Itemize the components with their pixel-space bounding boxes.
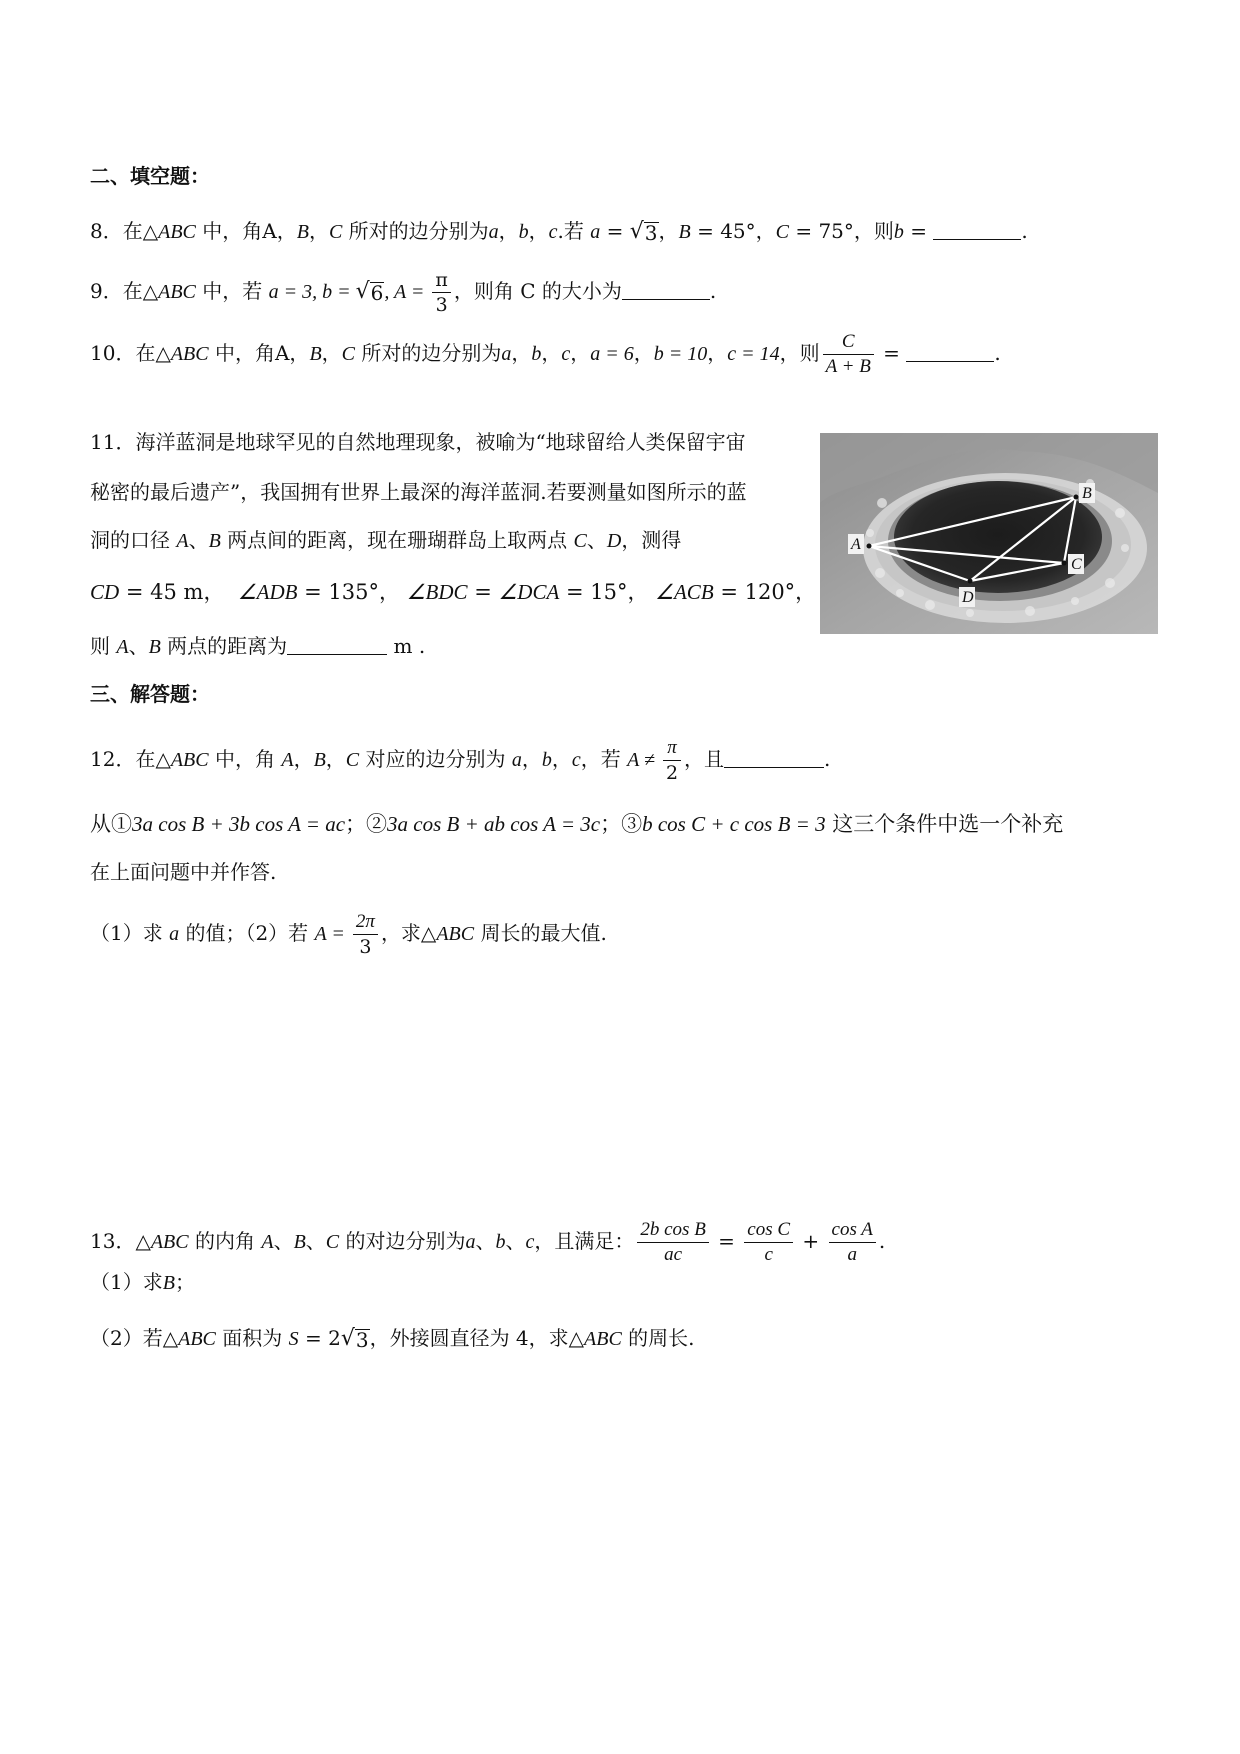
- question-13-sub-1: （1）求B；: [90, 1270, 195, 1294]
- sqrt-expression: √ 6: [355, 279, 384, 305]
- blue-hole-figure: [820, 433, 1158, 634]
- question-11-line-5: 则 A、B 两点的距离为 m .: [90, 634, 426, 658]
- fraction: $\frac{C}{A + B}$: [823, 330, 874, 379]
- question-number: 10．: [90, 341, 136, 365]
- answer-blank[interactable]: [933, 219, 1021, 240]
- blue-hole-photo: [820, 433, 1158, 634]
- answer-blank[interactable]: [287, 634, 387, 655]
- sqrt-expression: √ 3: [340, 1326, 369, 1352]
- question-12: 12．在△ABC 中，角 A，B，C 对应的边分别为 a，b，c，若 A ≠ $\frac{\pi}{2}$ ，且 .: [90, 737, 831, 784]
- answer-blank[interactable]: [724, 747, 824, 768]
- fraction: $\frac{\text{cos A}}{a}$: [829, 1218, 876, 1267]
- fraction: $\frac{\pi}{2}$: [663, 736, 681, 785]
- question-12-subparts: （1）求 a 的值；（2）若 A = $\frac{2\pi}{3}$ ，求△ABC 周长的最大值.: [90, 911, 607, 958]
- sqrt-expression: √ 3: [629, 219, 658, 245]
- section-heading-fill-in: [90, 162, 210, 190]
- question-11-line-1: 11．海洋蓝洞是地球罕见的自然地理现象，被喻为“地球留给人类保留宇宙: [90, 430, 746, 454]
- answer-blank[interactable]: [906, 341, 994, 362]
- fraction: $\frac{\text{cos C}}{c}$: [744, 1218, 793, 1267]
- question-10: 10．在△ABC 中，角A，B，C 所对的边分别为a，b，c，a = 6，b = 10，c = 14，则 $\frac{C}{A + B}$ = .: [90, 331, 1001, 377]
- fraction: $\frac{\pi}{3}$: [432, 268, 451, 317]
- question-number: 13．: [90, 1229, 136, 1253]
- question-8: 8．在△ABC 中，角A，B，C 所对的边分别为a，b，c.若 a = √ 3 ，B = 45°，C = 75°，则b = .: [90, 219, 1028, 245]
- point-label-a: A: [851, 536, 861, 553]
- question-12-conditions: 从①3a cos B + 3b cos A = ac；②3a cos B + ab cos A = 3c；③b cos C + c cos B = 3 这三个条件中选一个补充: [90, 812, 1064, 836]
- point-label-b: B: [1082, 485, 1092, 502]
- answer-blank[interactable]: [622, 279, 710, 300]
- question-13-sub-2: （2）若△ABC 面积为 S = 2 √ 3 ，外接圆直径为 4，求△ABC 的周长.: [90, 1326, 695, 1352]
- question-9: 9．在△ABC 中，若 a = 3, b = √ 6 , A = $\frac{\pi}{3}$ ，则角 C 的大小为 .: [90, 269, 717, 316]
- question-13: 13．△ABC 的内角 A、B、C 的对边分别为a、b、c，且满足： $\frac{\text{2b cos B}}{ac}$ = $\frac{\text{cos C}}{c}$ + $\frac{\text{cos A}}{a}$ .: [90, 1219, 886, 1265]
- section-heading-text: 二、填空题：: [90, 164, 210, 188]
- fraction: $\frac{\text{2b cos B}}{ac}$: [637, 1218, 708, 1267]
- question-11-line-3: 洞的口径 A、B 两点间的距离，现在珊瑚群岛上取两点 C、D，测得: [90, 528, 682, 552]
- question-11-line-4: CD = 45 m， ∠ADB = 135°， ∠BDC = ∠DCA = 15°， ∠ACB = 120°，: [90, 580, 817, 604]
- question-11-line-2: 秘密的最后遗产”，我国拥有世界上最深的海洋蓝洞.若要测量如图所示的蓝: [90, 480, 747, 504]
- question-number: 12．: [90, 747, 136, 771]
- section-heading-text: 三、解答题：: [90, 682, 210, 706]
- point-label-d: D: [962, 589, 974, 606]
- section-heading-answer: [90, 680, 210, 708]
- question-12-line-3: 在上面问题中并作答.: [90, 860, 277, 884]
- question-number: 9．: [90, 279, 123, 303]
- question-number: 8．: [90, 219, 123, 243]
- point-label-c: C: [1071, 556, 1082, 573]
- fraction: $\frac{2\pi}{3}$: [353, 910, 378, 959]
